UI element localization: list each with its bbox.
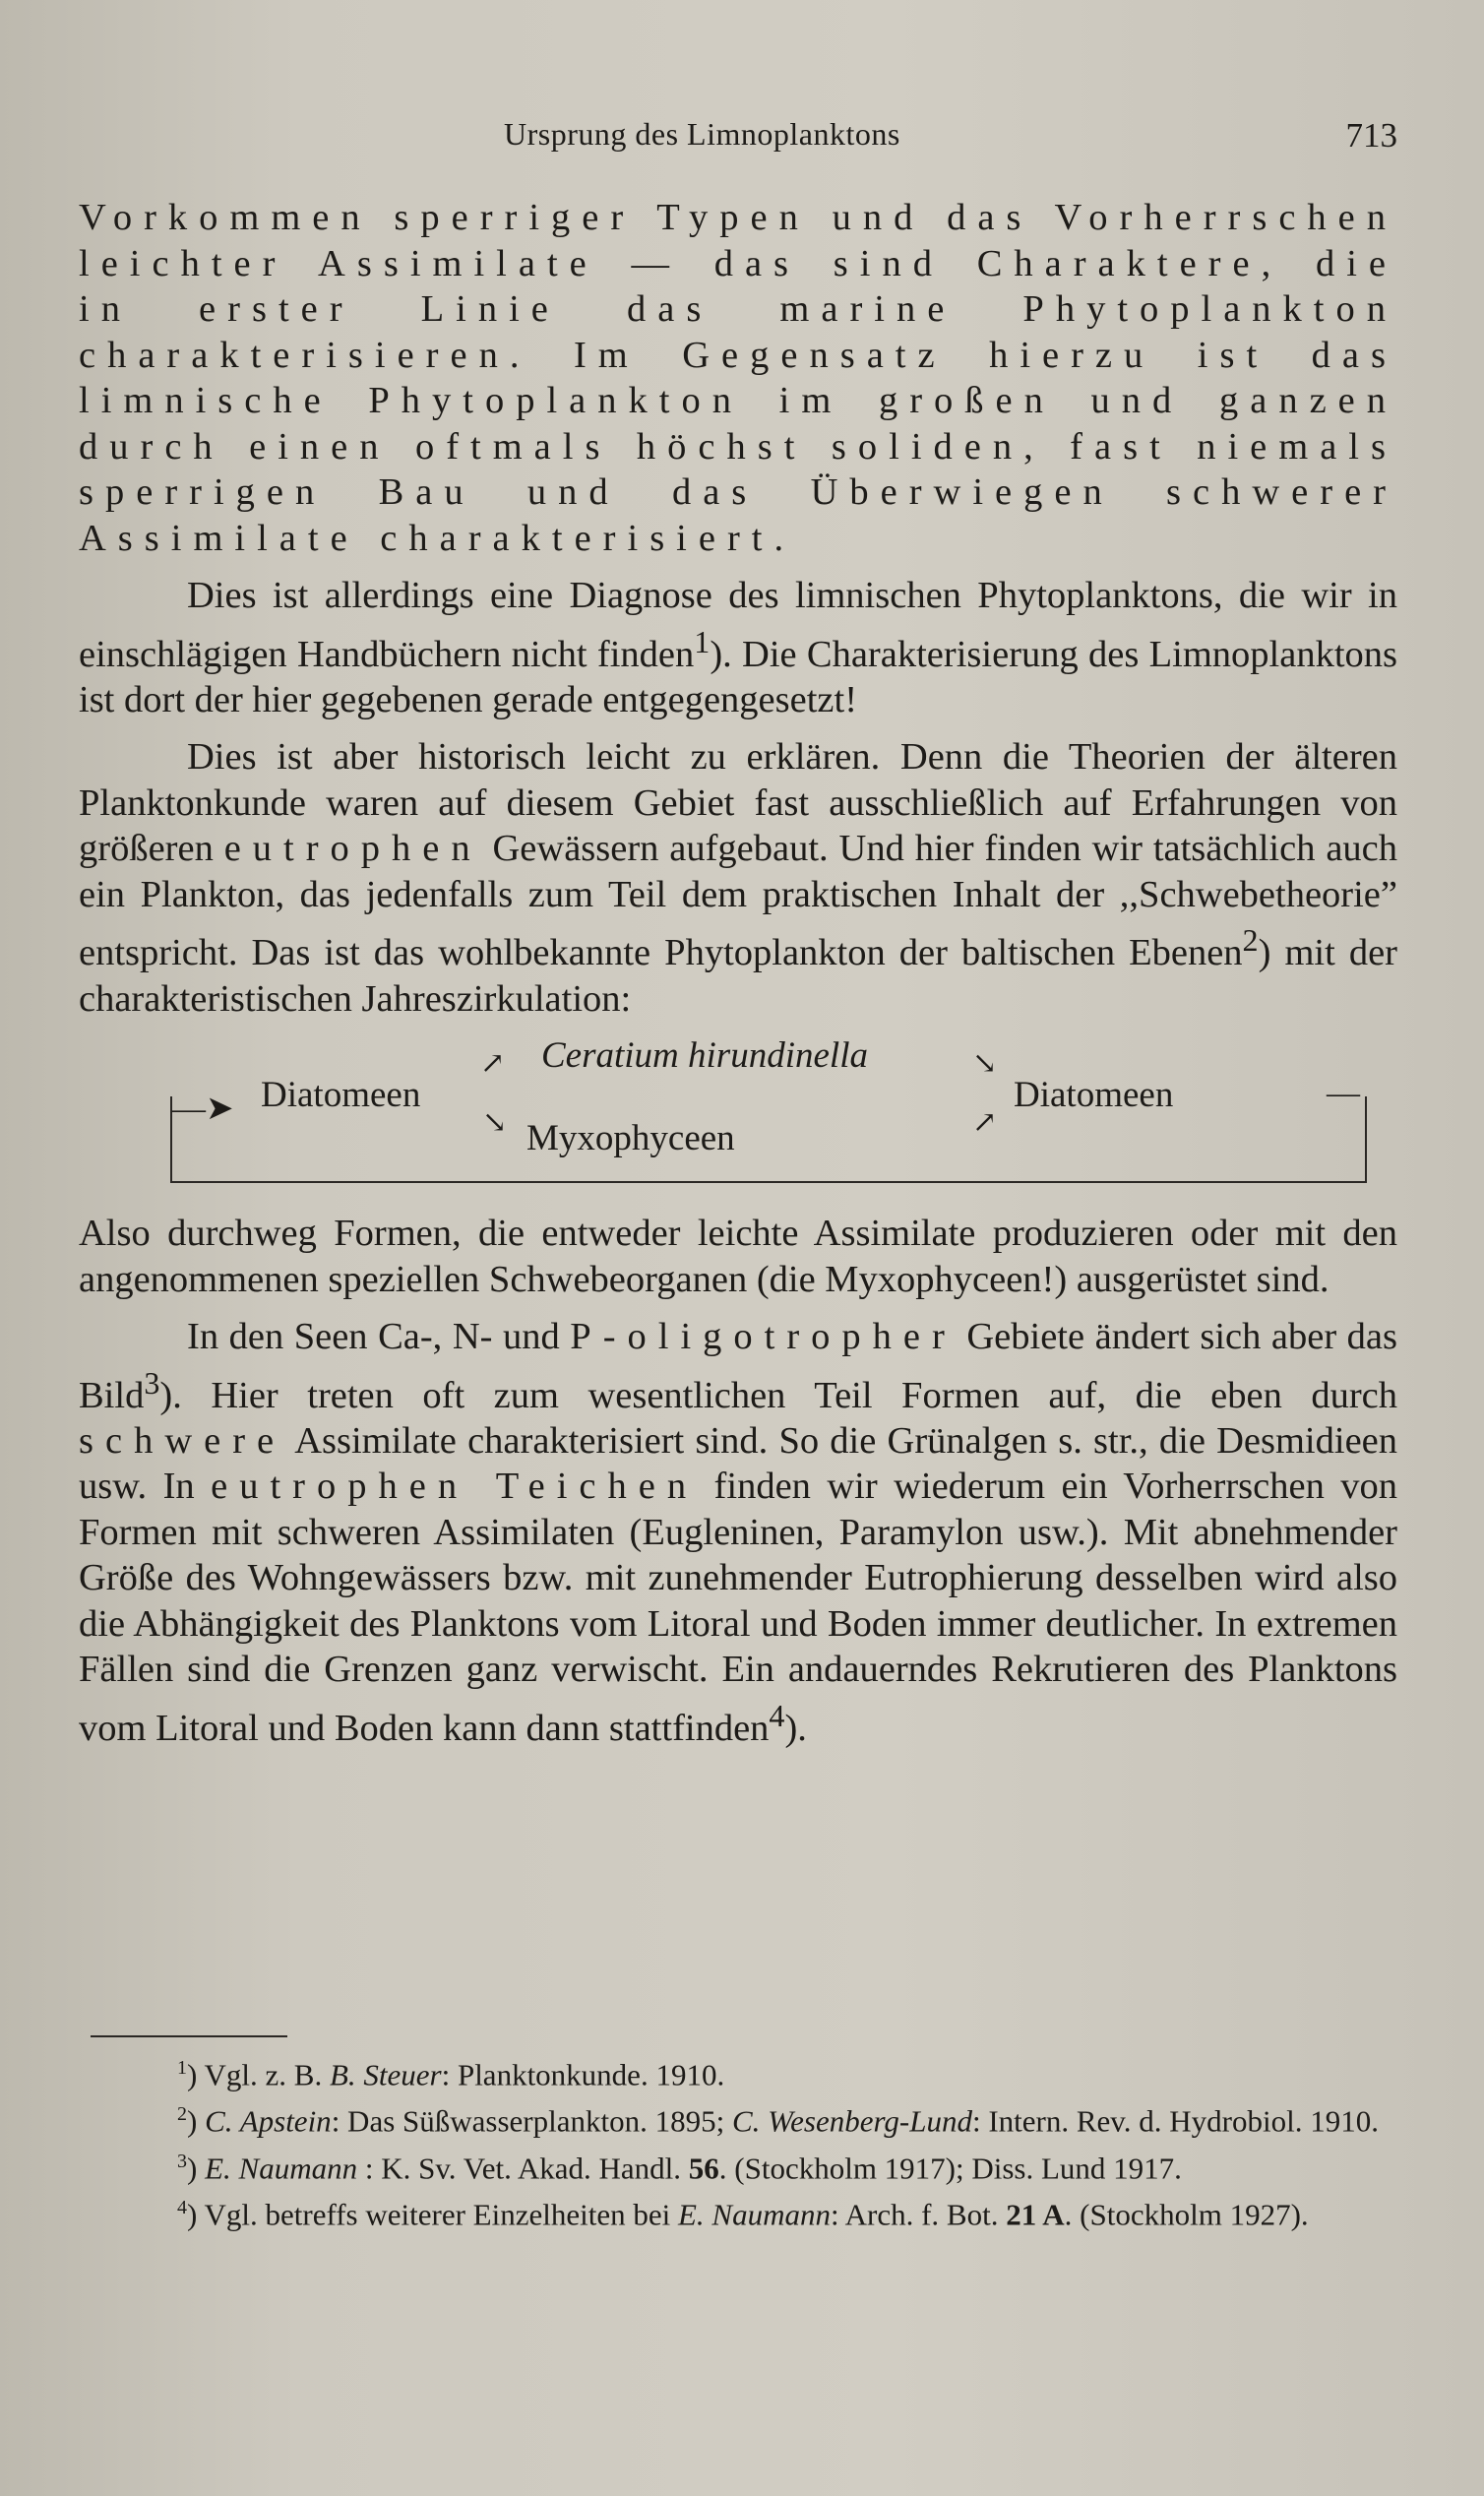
footnote-3: $^3$) E. Naumann : K. Sv. Vet. Akad. Handl. 56. (Stockholm 1917); Diss. Lund 1917. [177, 2150, 1182, 2185]
p5-text-e: finden wir wiederum ein Vorherrschen von Formen mit schweren Assimilaten (Eugleninen, Paramylon usw.). Mit abnehmender Größe des Wohngewässers bzw. mit zunehmender Eutrophierung desselben wird also die Abhängigkeit des Planktons vom Litoral und Boden immer deutlicher. In extremen Fällen sind die Grenzen ganz verwischt. Ein andauerndes Rekrutieren des Planktons vom Litoral und Boden kann dann stattfinden [79, 1466, 1398, 1749]
p5-text-a: In den Seen Ca-, N- und [187, 1316, 571, 1358]
footnotes [79, 2049, 1397, 2235]
paragraph-5 [79, 1314, 1397, 1751]
footnote-author: C. Wesenberg-Lund [731, 2103, 972, 2139]
paragraph-1: Vorkommen sperriger Typen und das Vorherrschen leichter Assimilate — das sind Charaktere, die in erster Linie das marine Phytoplankton charakterisieren. Im Gegensatz hierzu ist das limnische Phytoplankton im großen und ganzen durch einen oftmals höchst soliden, fast niemals sperrigen Bau und das Überwiegen schwerer Assimilate charakterisiert. [79, 197, 1397, 559]
arrow-right-icon: —➤ [172, 1091, 234, 1128]
diagram-start-label: Diatomeen [261, 1075, 421, 1116]
diagram-upper-label: Ceratium hirundinella [541, 1035, 868, 1077]
footnote-volume: 56 [688, 2150, 719, 2185]
paragraph-4: Also durchweg Formen, die entweder leichte Assimilate produzieren oder mit den angenommenen speziellen Schwebeorganen (die Myxophyceen!) ausgerüstet sind. [79, 1213, 1397, 1300]
p5-text-d: Assimilate charakterisiert sind. So die Grünalgen s. str., die Desmidieen usw. In [79, 1419, 1397, 1508]
paragraph-3 [79, 734, 1397, 1022]
footnote-number: 1 [177, 2057, 187, 2079]
p5-spaced-word-2: schwere [79, 1419, 286, 1462]
paragraph-2 [79, 573, 1397, 722]
footnote-text: : Planktonkunde. 1910. [441, 2057, 725, 2092]
footnote-number: 2 [177, 2103, 187, 2126]
p3-text-a: Dies ist aber historisch leicht zu erklären. Denn die Theorien der älteren Planktonkunde waren auf diesem Gebiet fast ausschließlich auf Erfahrungen von größeren [79, 736, 1397, 870]
footnote-1: $^1$) Vgl. z. B. B. Steuer: Planktonkunde. 1910. [177, 2057, 725, 2092]
diagram-end-dash: — [1327, 1075, 1360, 1112]
p2-text-b: ). Die Charakterisierung des Limnoplanktons ist dort der hier gegebenen gerade entgegengesetzt! [79, 633, 1398, 720]
body-text [79, 195, 1397, 1751]
footnote-text: Vgl. z. B. [204, 2057, 330, 2092]
footnote-ref-3: 3 [144, 1364, 160, 1401]
footnote-text: . (Stockholm 1917); Diss. Lund 1917. [718, 2150, 1182, 2185]
footnote-author: C. Apstein [205, 2103, 332, 2139]
branch-down-icon: ↘ [482, 1106, 508, 1140]
p3-spaced-word: eutrophen [223, 828, 482, 870]
page-header [79, 116, 1397, 175]
p3-text-c: ) mit der charakteristischen Jahreszirkulation: [79, 932, 1397, 1020]
diagram-end-label: Diatomeen [1014, 1075, 1174, 1116]
footnote-rule [91, 2035, 287, 2037]
footnote-author: E. Naumann [205, 2150, 358, 2185]
circulation-diagram [79, 1035, 1397, 1203]
merge-up-icon: ↗ [972, 1106, 998, 1140]
footnote-ref-1: 1 [694, 623, 711, 659]
p5-text-f: ). [784, 1707, 807, 1749]
footnote-number: 4 [177, 2196, 187, 2218]
footnote-author: B. Steuer [329, 2057, 442, 2092]
p2-text-a: Dies ist allerdings eine Diagnose des limnischen Phytoplanktons, die wir in einschlägigen Handbüchern nicht finden [79, 575, 1397, 675]
p5-text-c: ). Hier treten oft zum wesentlichen Teil Formen auf, die eben durch [159, 1374, 1397, 1416]
footnote-text: Vgl. betreffs weiterer Einzelheiten bei [204, 2197, 678, 2232]
footnote-text: : Das Süßwasserplankton. 1895; [331, 2103, 732, 2139]
merge-down-icon: ↘ [972, 1047, 998, 1081]
page-number: 713 [1345, 116, 1397, 155]
p5-text-b: Gebiete ändert sich aber das Bild [79, 1316, 1397, 1416]
footnote-text: : Intern. Rev. d. Hydrobiol. 1910. [971, 2103, 1379, 2139]
footnote-number: 3 [177, 2150, 187, 2172]
footnote-author: E. Naumann [677, 2197, 831, 2232]
footnote-text: . (Stockholm 1927). [1064, 2197, 1309, 2232]
footnote-text: : K. Sv. Vet. Akad. Handl. [357, 2150, 689, 2185]
running-title: Ursprung des Limnoplanktons [504, 116, 900, 152]
p3-text-b: Gewässern aufgebaut. Und hier finden wir tatsächlich auch ein Plankton, das jedenfalls zum Teil dem praktischen Inhalt der ,,Schwebetheorie” entspricht. Das ist das wohlbekannte Phytoplankton der baltischen Ebenen [79, 828, 1397, 974]
footnote-2: $^2$) C. Apstein: Das Süßwasserplankton. 1895; C. Wesenberg-Lund: Intern. Rev. d. Hydrobiol. 1910. [177, 2103, 1379, 2139]
footnote-ref-4: 4 [769, 1697, 785, 1733]
footnote-text: : Arch. f. Bot. [830, 2197, 1007, 2232]
p5-spaced-word-3: eutrophen Teichen [211, 1466, 699, 1508]
branch-up-icon: ↗ [480, 1047, 506, 1081]
diagram-lower-label: Myxophyceen [526, 1118, 735, 1159]
p5-spaced-word-1: P-oligotropher [570, 1316, 957, 1358]
footnote-ref-2: 2 [1242, 922, 1259, 959]
footnote-volume: 21 A [1006, 2197, 1065, 2232]
footnote-4: $^4$) Vgl. betreffs weiterer Einzelheiten bei E. Naumann: Arch. f. Bot. 21 A. (Stockholm 1927). [177, 2196, 1309, 2232]
